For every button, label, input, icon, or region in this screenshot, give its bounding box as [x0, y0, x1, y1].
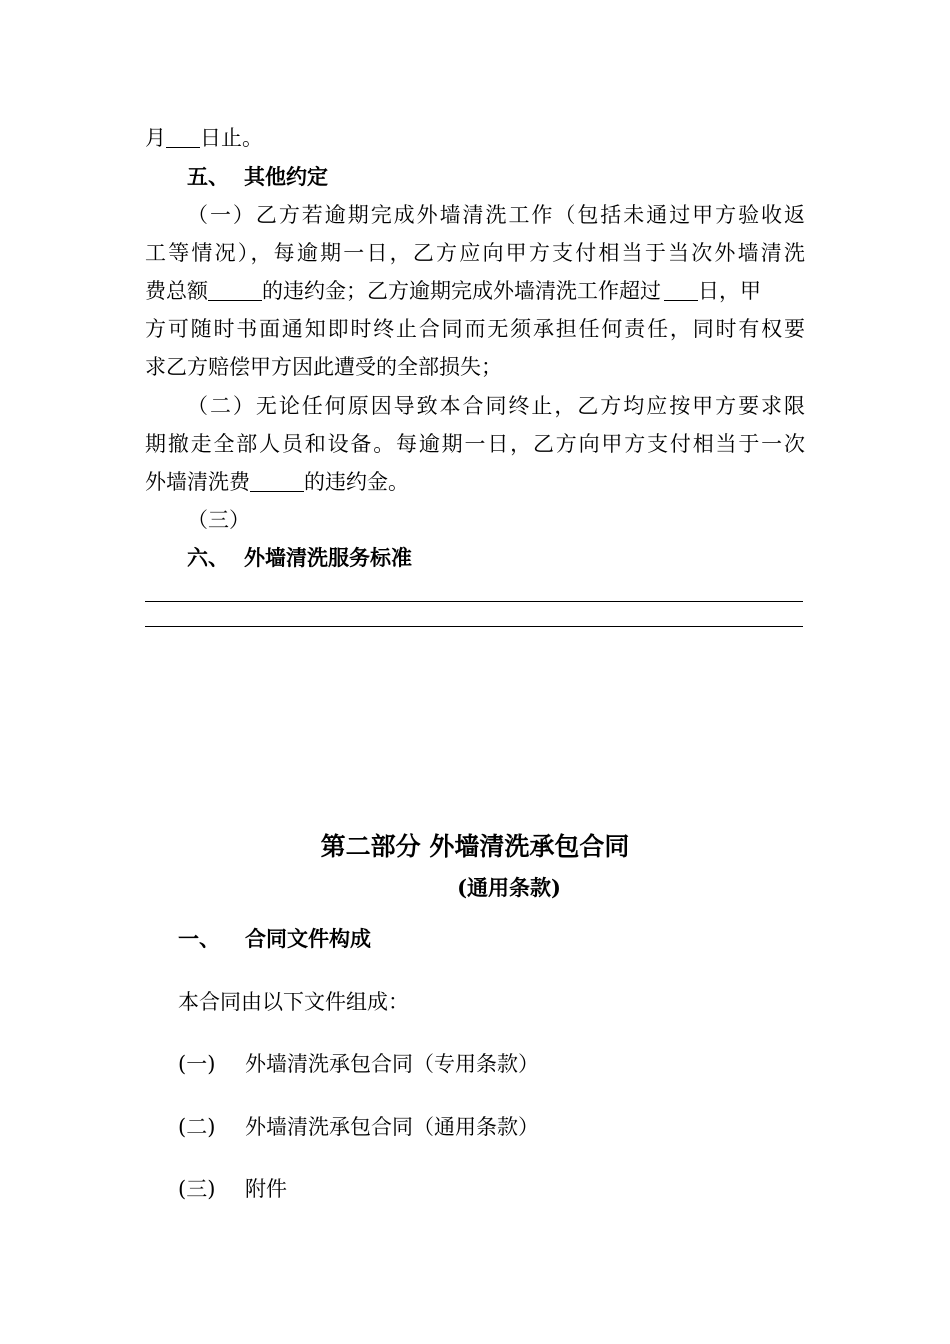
paragraph-line: 求乙方赔偿甲方因此遭受的全部损失； [145, 355, 502, 379]
section-number: 六、 [187, 545, 229, 570]
section-heading [145, 540, 805, 576]
blank-field [166, 125, 200, 148]
paragraph-line: （三） [187, 508, 250, 532]
list-item-number: (一) [178, 1052, 216, 1076]
paragraph-line: （一）乙方若逾期完成外墙清洗工作（包括未通过甲方验收返 [187, 203, 805, 227]
text-fragment: 月 [145, 126, 166, 150]
paragraph-line: 工等情况），每逾期一日，乙方应向甲方支付相当于当次外墙清洗 [145, 241, 805, 265]
section-number: 五、 [187, 164, 229, 189]
text-fragment: 外墙清洗费 [145, 470, 250, 494]
section-number: 一、 [178, 926, 220, 951]
paragraph-line [145, 464, 805, 500]
blank-field [208, 278, 262, 301]
section-title: 合同文件构成 [245, 926, 371, 951]
paragraph-line [145, 273, 805, 309]
fill-in-line [145, 601, 803, 602]
fill-in-line [145, 626, 803, 627]
list-item [178, 1046, 539, 1082]
blank-field [664, 278, 698, 301]
paragraph-line: （二）无论任何原因导致本合同终止，乙方均应按甲方要求限 [187, 394, 805, 418]
paragraph-line: 方可随时书面通知即时终止合同而无须承担任何责任，同时有权要 [145, 317, 805, 341]
text-fragment: 的违约金；乙方逾期完成外墙清洗工作超过 [262, 279, 661, 303]
text-fragment: 费总额 [145, 279, 208, 303]
part-subtitle: (通用条款) [457, 875, 561, 900]
list-item-number: (三) [178, 1177, 216, 1201]
paragraph-line: 本合同由以下文件组成： [178, 990, 409, 1014]
section-heading [145, 159, 805, 195]
text-fragment: 日止。 [200, 126, 263, 150]
list-item-number: (二) [178, 1115, 216, 1139]
part-title: 第二部分 外墙清洗承包合同 [320, 832, 630, 861]
section-heading [178, 921, 371, 957]
list-item-text: 外墙清洗承包合同（专用条款） [245, 1052, 539, 1076]
list-item-text: 外墙清洗承包合同（通用条款） [245, 1115, 539, 1139]
list-item [178, 1109, 539, 1145]
paragraph-line: 期撤走全部人员和设备。每逾期一日，乙方向甲方支付相当于一次 [145, 432, 805, 456]
list-item [178, 1171, 287, 1207]
section-title: 外墙清洗服务标准 [244, 545, 412, 570]
blank-field [250, 469, 304, 492]
list-item-text: 附件 [245, 1177, 287, 1201]
section-title: 其他约定 [244, 164, 328, 189]
text-fragment: 的违约金。 [304, 470, 409, 494]
text-line [145, 120, 805, 156]
text-fragment: 日，甲 [698, 279, 761, 303]
